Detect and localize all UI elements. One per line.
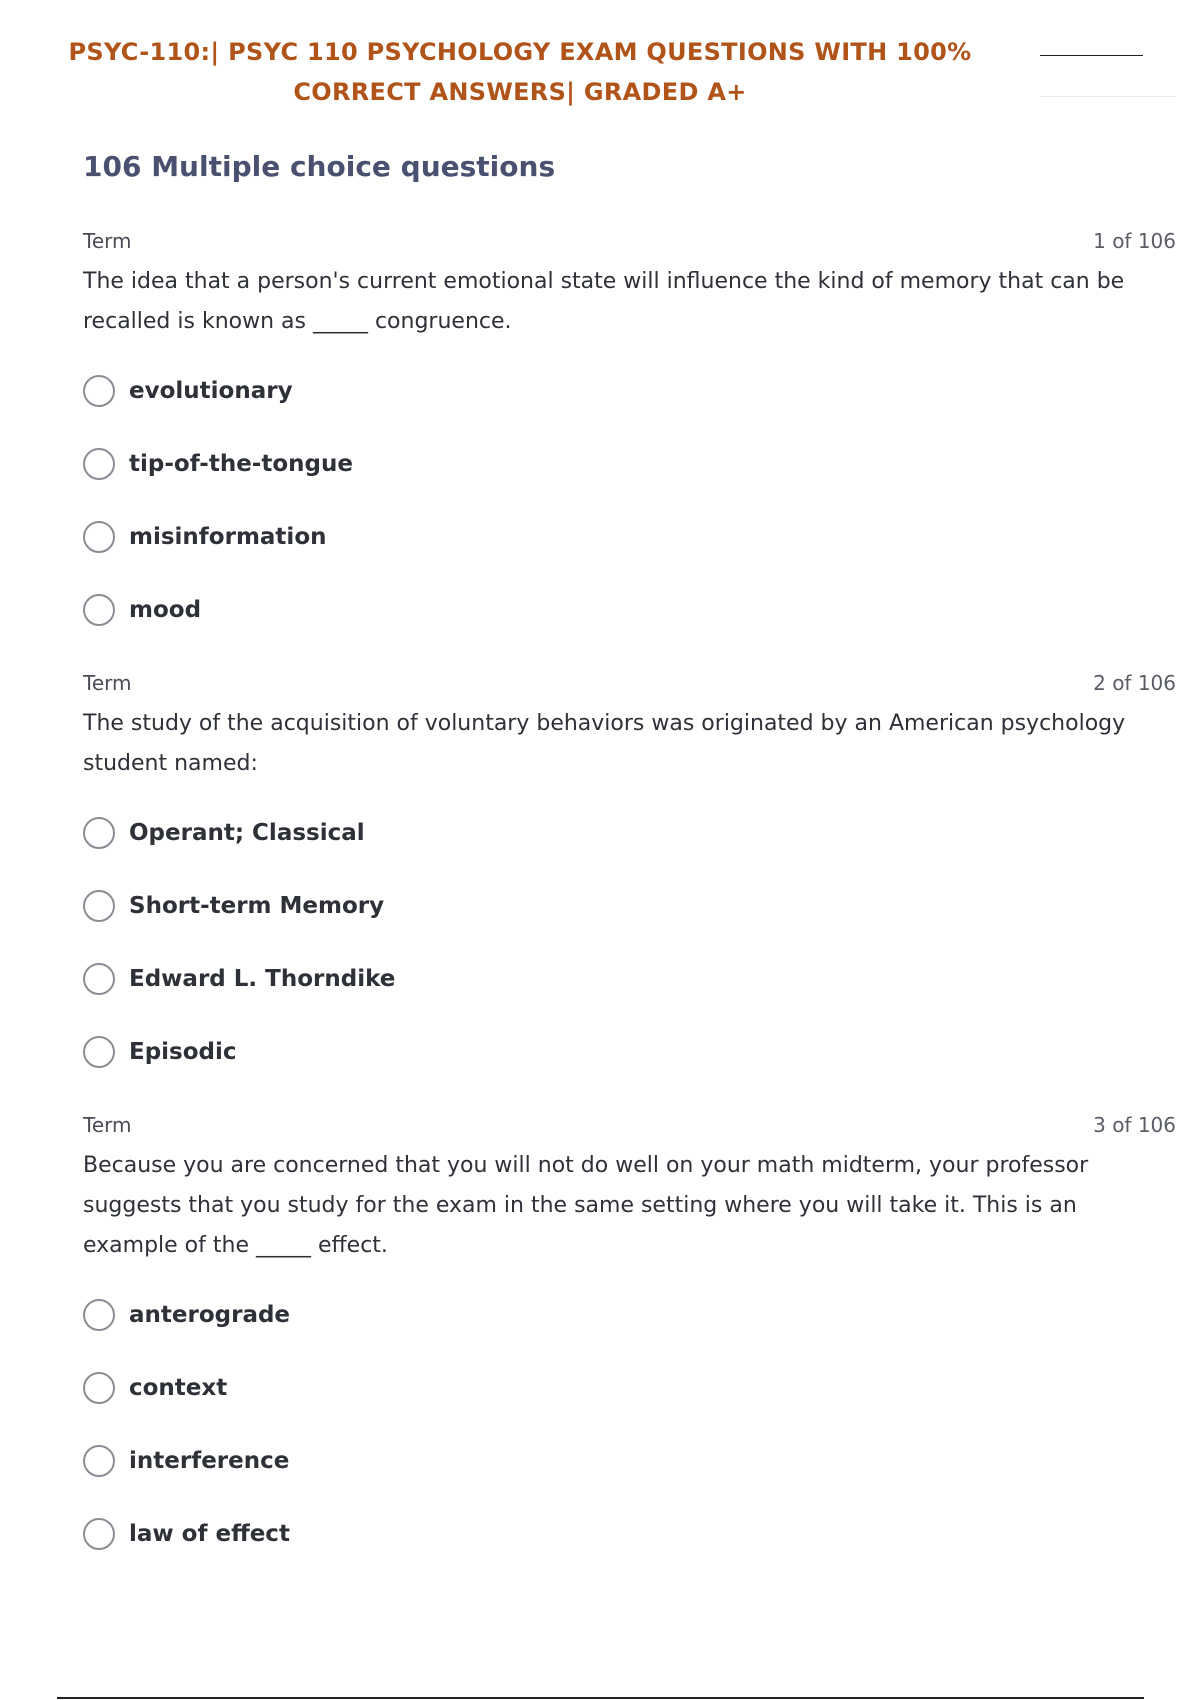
question-text: Because you are concerned that you will not do well on your math midterm, your professor suggests that you study for the exam in the same setting where you will take it. This is an example of the _____ effect.: [83, 1153, 1089, 1258]
answer-option[interactable]: [83, 1424, 1176, 1497]
question-1: [83, 226, 1176, 646]
question-3: [83, 1110, 1176, 1570]
question-counter: 1 of 106: [1093, 229, 1176, 253]
answer-option-label: mood: [129, 596, 202, 623]
radio-button[interactable]: [83, 963, 115, 995]
question-2: [83, 668, 1176, 1088]
answer-option-label: misinformation: [129, 523, 327, 550]
answer-option[interactable]: [83, 1278, 1176, 1351]
answer-option[interactable]: [83, 500, 1176, 573]
answer-option-label: Short-term Memory: [129, 892, 385, 919]
radio-button[interactable]: [83, 448, 115, 480]
radio-button[interactable]: [83, 1518, 115, 1550]
header-rule: [1040, 55, 1143, 56]
question-meta: [83, 1110, 1176, 1140]
question-counter: 2 of 106: [1093, 671, 1176, 695]
term-label: Term: [83, 1113, 132, 1137]
question-meta: [83, 226, 1176, 256]
term-label: Term: [83, 229, 132, 253]
answer-option-label: Operant; Classical: [129, 819, 365, 846]
radio-button[interactable]: [83, 594, 115, 626]
header-rule-faint: [1040, 96, 1175, 97]
document-title: [40, 32, 1000, 112]
radio-button[interactable]: [83, 375, 115, 407]
answer-option-label: Episodic: [129, 1038, 237, 1065]
radio-button[interactable]: [83, 1445, 115, 1477]
answer-option-label: evolutionary: [129, 377, 293, 404]
radio-button[interactable]: [83, 817, 115, 849]
radio-button[interactable]: [83, 521, 115, 553]
footer-rule: [57, 1697, 1144, 1699]
answer-option[interactable]: [83, 796, 1176, 869]
answer-option[interactable]: [83, 1015, 1176, 1088]
radio-button[interactable]: [83, 1299, 115, 1331]
answer-option[interactable]: [83, 1351, 1176, 1424]
radio-button[interactable]: [83, 1036, 115, 1068]
radio-button[interactable]: [83, 890, 115, 922]
question-list: [83, 226, 1176, 1592]
question-text: The study of the acquisition of voluntary behaviors was originated by an American psychology student named:: [83, 711, 1126, 776]
answer-option[interactable]: [83, 573, 1176, 646]
radio-button[interactable]: [83, 1372, 115, 1404]
answer-option[interactable]: [83, 427, 1176, 500]
answer-option-label: law of effect: [129, 1520, 290, 1547]
document-title-line-2: CORRECT ANSWERS| GRADED A+: [293, 78, 747, 106]
answer-option-label: Edward L. Thorndike: [129, 965, 396, 992]
answer-option[interactable]: [83, 942, 1176, 1015]
answer-option-label: anterograde: [129, 1301, 291, 1328]
answer-option[interactable]: [83, 354, 1176, 427]
answer-option-label: tip-of-the-tongue: [129, 450, 353, 477]
answer-option-label: context: [129, 1374, 228, 1401]
question-counter: 3 of 106: [1093, 1113, 1176, 1137]
document-title-line-1: PSYC-110:| PSYC 110 PSYCHOLOGY EXAM QUESTIONS WITH 100%: [68, 38, 972, 66]
question-meta: [83, 668, 1176, 698]
term-label: Term: [83, 671, 132, 695]
answer-option-label: interference: [129, 1447, 290, 1474]
section-title: 106 Multiple choice questions: [83, 150, 556, 183]
answer-option[interactable]: [83, 1497, 1176, 1570]
question-text: The idea that a person's current emotional state will influence the kind of memory that can be recalled is known as _____ congruence.: [83, 269, 1125, 334]
answer-option[interactable]: [83, 869, 1176, 942]
